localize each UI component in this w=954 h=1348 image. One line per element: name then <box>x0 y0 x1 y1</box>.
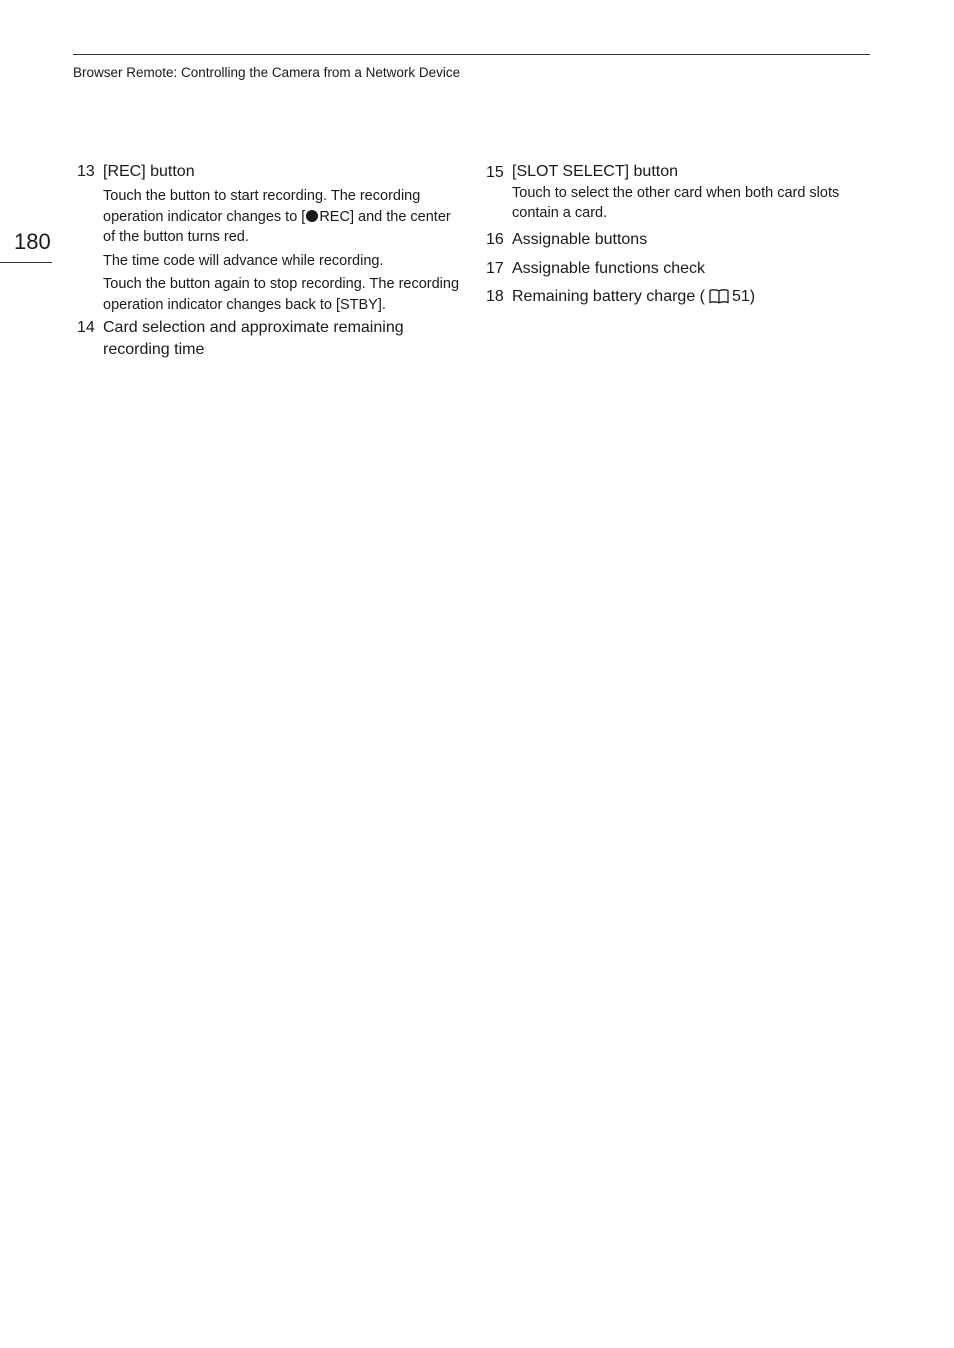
item-title: [REC] button <box>103 163 195 180</box>
rec-dot-icon <box>306 210 318 222</box>
page-reference: 51) <box>731 288 756 305</box>
list-item-13 <box>77 161 462 315</box>
item-description: Touch the button again to stop recording. The recording operation indicator changes back to [STBY]. <box>103 276 460 313</box>
running-head: Browser Remote: Controlling the Camera from a Network Device <box>73 65 461 80</box>
item-title: Card selection and approximate remaining recording time <box>103 319 404 358</box>
item-description <box>103 186 462 248</box>
list-item-14 <box>77 317 462 361</box>
item-number: 16 <box>486 231 504 248</box>
item-title: Assignable functions check <box>512 260 705 277</box>
description-text: REC] and the center of the button turns red. <box>103 208 451 245</box>
list-item-16 <box>486 229 856 251</box>
page-number-rule <box>0 262 52 263</box>
item-number: 14 <box>77 319 95 336</box>
item-title-text: Remaining battery charge ( <box>512 288 705 305</box>
item-number: 18 <box>486 288 504 305</box>
item-number: 17 <box>486 260 504 277</box>
item-description: Touch to select the other card when both card slots contain a card. <box>512 185 840 221</box>
book-reference-icon <box>709 288 729 304</box>
item-title: [SLOT SELECT] button <box>512 163 679 180</box>
left-column <box>77 160 462 361</box>
right-column <box>486 160 856 308</box>
list-item-17 <box>486 258 856 280</box>
item-description: The time code will advance while recording. <box>103 252 384 269</box>
item-title: Assignable buttons <box>512 231 648 248</box>
header-rule <box>73 54 870 55</box>
list-item-18 <box>486 286 856 308</box>
item-number: 15 <box>486 164 504 181</box>
page-number: 180 <box>14 229 51 254</box>
item-title <box>512 286 856 308</box>
list-item-15 <box>486 161 856 223</box>
item-number: 13 <box>77 163 95 180</box>
description-text: Touch the button to start recording. The recording operation indicator changes to [ <box>103 188 421 225</box>
